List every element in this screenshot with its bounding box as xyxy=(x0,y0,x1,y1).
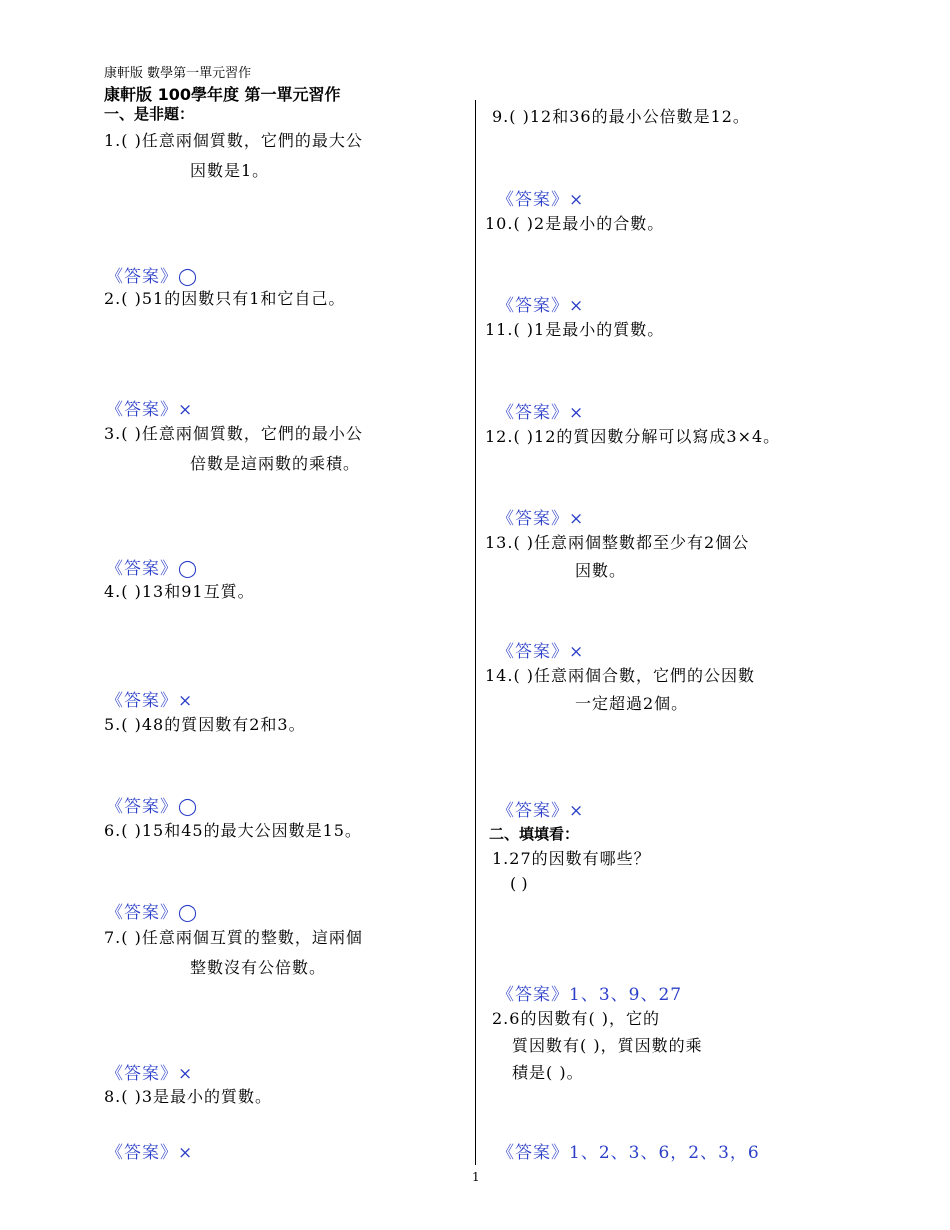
answer-blank: ( ) xyxy=(121,821,142,840)
question-4 xyxy=(104,579,255,605)
question-5 xyxy=(104,712,306,738)
question-text-continued: 質因數有( )，質因數的乘 xyxy=(512,1036,703,1055)
answer-blank: ( ) xyxy=(121,1087,142,1106)
question-text: 51的因數只有1和它自己。 xyxy=(141,289,346,308)
question-text: 12和36的最小公倍數是12。 xyxy=(529,107,750,126)
question-number: 13. xyxy=(485,533,514,552)
question-13 xyxy=(485,530,749,556)
question-9 xyxy=(492,104,750,130)
answer-blank: ( ) xyxy=(121,928,142,947)
question-12 xyxy=(485,424,780,450)
question-14 xyxy=(485,663,755,689)
answer-8: 《答案》× xyxy=(106,1143,194,1163)
answer-5: 《答案》◯ xyxy=(106,797,199,817)
fill-answer-2: 《答案》1、2、3、6，2、3，6 xyxy=(497,1143,760,1163)
answer-10: 《答案》× xyxy=(497,296,585,316)
question-text: 13和91互質。 xyxy=(141,582,255,601)
question-number: 9. xyxy=(492,107,510,126)
answer-blank: ( ) xyxy=(121,424,142,443)
question-text: 6的因數有( )，它的 xyxy=(509,1009,661,1028)
question-number: 6. xyxy=(104,821,122,840)
question-text-continued: 倍數是這兩數的乘積。 xyxy=(190,454,361,473)
question-2 xyxy=(104,286,345,312)
section-true-false-title: 一、是非題： xyxy=(104,105,195,123)
answer-blank: ( ) xyxy=(513,427,535,446)
question-text-continued: 因數是1。 xyxy=(190,161,270,180)
answer-blank: ( ) xyxy=(513,666,535,685)
question-text: 3是最小的質數。 xyxy=(141,1087,273,1106)
answer-blank: ( ) xyxy=(513,214,535,233)
question-10 xyxy=(485,211,664,237)
question-text: 15和45的最大公因數是15。 xyxy=(141,821,362,840)
question-number: 1. xyxy=(104,131,122,150)
answer-blank: ( ) xyxy=(121,289,142,308)
document-title: 康軒版 100學年度 第一單元習作 xyxy=(104,85,341,104)
document-subtitle: 康軒版 數學第一單元習作 xyxy=(104,66,252,81)
question-text-continued: 一定超過2個。 xyxy=(575,694,689,713)
question-text: 任意兩個質數，它們的最大公 xyxy=(141,131,363,150)
answer-4: 《答案》× xyxy=(106,691,194,711)
question-1 xyxy=(104,128,363,154)
answer-1: 《答案》◯ xyxy=(106,267,199,287)
answer-blank: ( ) xyxy=(121,715,142,734)
column-divider xyxy=(475,100,476,1165)
question-number: 7. xyxy=(104,928,122,947)
question-text: 2是最小的合數。 xyxy=(534,214,665,233)
answer-blank: ( ) xyxy=(121,582,142,601)
question-text: 48的質因數有2和3。 xyxy=(141,715,306,734)
answer-blank: ( ) xyxy=(509,107,530,126)
fill-question-1 xyxy=(492,846,651,872)
question-text: 任意兩個合數，它們的公因數 xyxy=(534,666,756,685)
question-number: 2. xyxy=(104,289,122,308)
fill-question-2 xyxy=(492,1006,660,1032)
question-number: 3. xyxy=(104,424,122,443)
question-3 xyxy=(104,421,363,447)
question-text: 1是最小的質數。 xyxy=(534,320,665,339)
question-text: 任意兩個質數，它們的最小公 xyxy=(141,424,363,443)
question-11 xyxy=(485,317,664,343)
answer-6: 《答案》◯ xyxy=(106,903,199,923)
question-8 xyxy=(104,1084,272,1110)
answer-13: 《答案》× xyxy=(497,642,585,662)
answer-3: 《答案》◯ xyxy=(106,559,199,579)
question-text-continued: 因數。 xyxy=(575,561,627,580)
page-number: 1 xyxy=(472,1170,480,1184)
question-text: 任意兩個互質的整數，這兩個 xyxy=(141,928,363,947)
question-number: 5. xyxy=(104,715,122,734)
answer-7: 《答案》× xyxy=(106,1064,194,1084)
section-fill-in-title: 二、填填看： xyxy=(489,825,580,843)
question-text-continued: 積是( )。 xyxy=(512,1063,584,1082)
fill-answer-1: 《答案》1、3、9、27 xyxy=(497,985,683,1005)
answer-9: 《答案》× xyxy=(497,190,585,210)
answer-14: 《答案》× xyxy=(497,801,585,821)
question-text-continued: 整數沒有公倍數。 xyxy=(190,958,327,977)
question-text: 27的因數有哪些？ xyxy=(509,849,651,868)
question-6 xyxy=(104,818,362,844)
question-text: 12的質因數分解可以寫成3×4。 xyxy=(534,427,781,446)
question-number: 14. xyxy=(485,666,514,685)
question-number: 11. xyxy=(485,320,514,339)
question-7 xyxy=(104,925,363,951)
question-number: 8. xyxy=(104,1087,122,1106)
answer-blank: ( ) xyxy=(121,131,142,150)
answer-12: 《答案》× xyxy=(497,509,585,529)
question-number: 10. xyxy=(485,214,514,233)
answer-11: 《答案》× xyxy=(497,403,585,423)
fill-blank: ( ) xyxy=(510,874,528,893)
answer-blank: ( ) xyxy=(513,320,535,339)
question-number: 1. xyxy=(492,849,510,868)
question-number: 4. xyxy=(104,582,122,601)
question-number: 12. xyxy=(485,427,514,446)
question-number: 2. xyxy=(492,1009,510,1028)
answer-2: 《答案》× xyxy=(106,400,194,420)
answer-blank: ( ) xyxy=(513,533,535,552)
question-text: 任意兩個整數都至少有2個公 xyxy=(534,533,750,552)
